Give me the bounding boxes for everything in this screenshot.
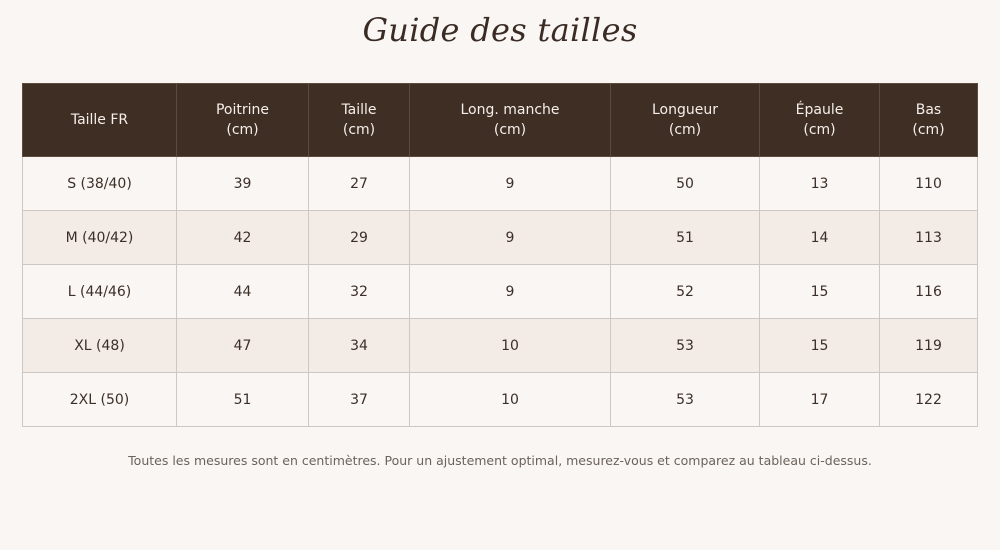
cell-sleeve-length: 9 (410, 211, 611, 265)
header-unit: (cm) (912, 122, 945, 138)
cell-shoulder: 14 (760, 211, 880, 265)
cell-shoulder: 15 (760, 265, 880, 319)
cell-sleeve-length: 10 (410, 373, 611, 427)
header-hem (880, 84, 978, 157)
cell-size: XL (48) (23, 319, 177, 373)
cell-shoulder: 15 (760, 319, 880, 373)
cell-shoulder: 13 (760, 157, 880, 211)
cell-length: 50 (611, 157, 760, 211)
cell-hem: 113 (880, 211, 978, 265)
cell-waist: 34 (309, 319, 410, 373)
cell-hem: 122 (880, 373, 978, 427)
cell-size: L (44/46) (23, 265, 177, 319)
measurement-note: Toutes les mesures sont en centimètres. Pour un ajustement optimal, mesurez-vous et comparez au tableau ci-dessus. (128, 453, 872, 468)
cell-waist: 32 (309, 265, 410, 319)
cell-waist: 29 (309, 211, 410, 265)
header-label: Taille (341, 102, 377, 118)
table-header-row (23, 84, 978, 157)
table-row (23, 373, 978, 427)
header-label: Épaule (795, 102, 844, 118)
header-unit: (cm) (493, 122, 527, 138)
table-row (23, 211, 978, 265)
cell-chest: 44 (177, 265, 309, 319)
header-waist (309, 84, 410, 157)
table-row (23, 265, 978, 319)
cell-hem: 116 (880, 265, 978, 319)
cell-length: 53 (611, 373, 760, 427)
size-chart-table (22, 83, 978, 427)
header-label: Longueur (652, 102, 718, 118)
table-row (23, 157, 978, 211)
cell-waist: 37 (309, 373, 410, 427)
cell-sleeve-length: 9 (410, 265, 611, 319)
cell-size: S (38/40) (23, 157, 177, 211)
page-title: Guide des tailles (362, 11, 638, 49)
cell-length: 53 (611, 319, 760, 373)
header-chest (177, 84, 309, 157)
header-label: Bas (915, 102, 942, 118)
cell-size: M (40/42) (23, 211, 177, 265)
header-label: Long. manche (460, 102, 560, 118)
header-length (611, 84, 760, 157)
cell-chest: 39 (177, 157, 309, 211)
header-label: Taille FR (70, 112, 129, 128)
cell-length: 52 (611, 265, 760, 319)
header-unit: (cm) (803, 122, 836, 138)
header-unit: (cm) (226, 122, 259, 138)
table-row (23, 319, 978, 373)
cell-hem: 119 (880, 319, 978, 373)
header-label: Poitrine (215, 102, 270, 118)
header-unit: (cm) (668, 122, 702, 138)
cell-sleeve-length: 9 (410, 157, 611, 211)
cell-hem: 110 (880, 157, 978, 211)
cell-length: 51 (611, 211, 760, 265)
cell-sleeve-length: 10 (410, 319, 611, 373)
header-unit: (cm) (342, 122, 376, 138)
header-shoulder (760, 84, 880, 157)
cell-chest: 42 (177, 211, 309, 265)
cell-size: 2XL (50) (23, 373, 177, 427)
cell-chest: 47 (177, 319, 309, 373)
cell-waist: 27 (309, 157, 410, 211)
header-size-fr (23, 84, 177, 157)
cell-chest: 51 (177, 373, 309, 427)
header-sleeve-length (410, 84, 611, 157)
cell-shoulder: 17 (760, 373, 880, 427)
